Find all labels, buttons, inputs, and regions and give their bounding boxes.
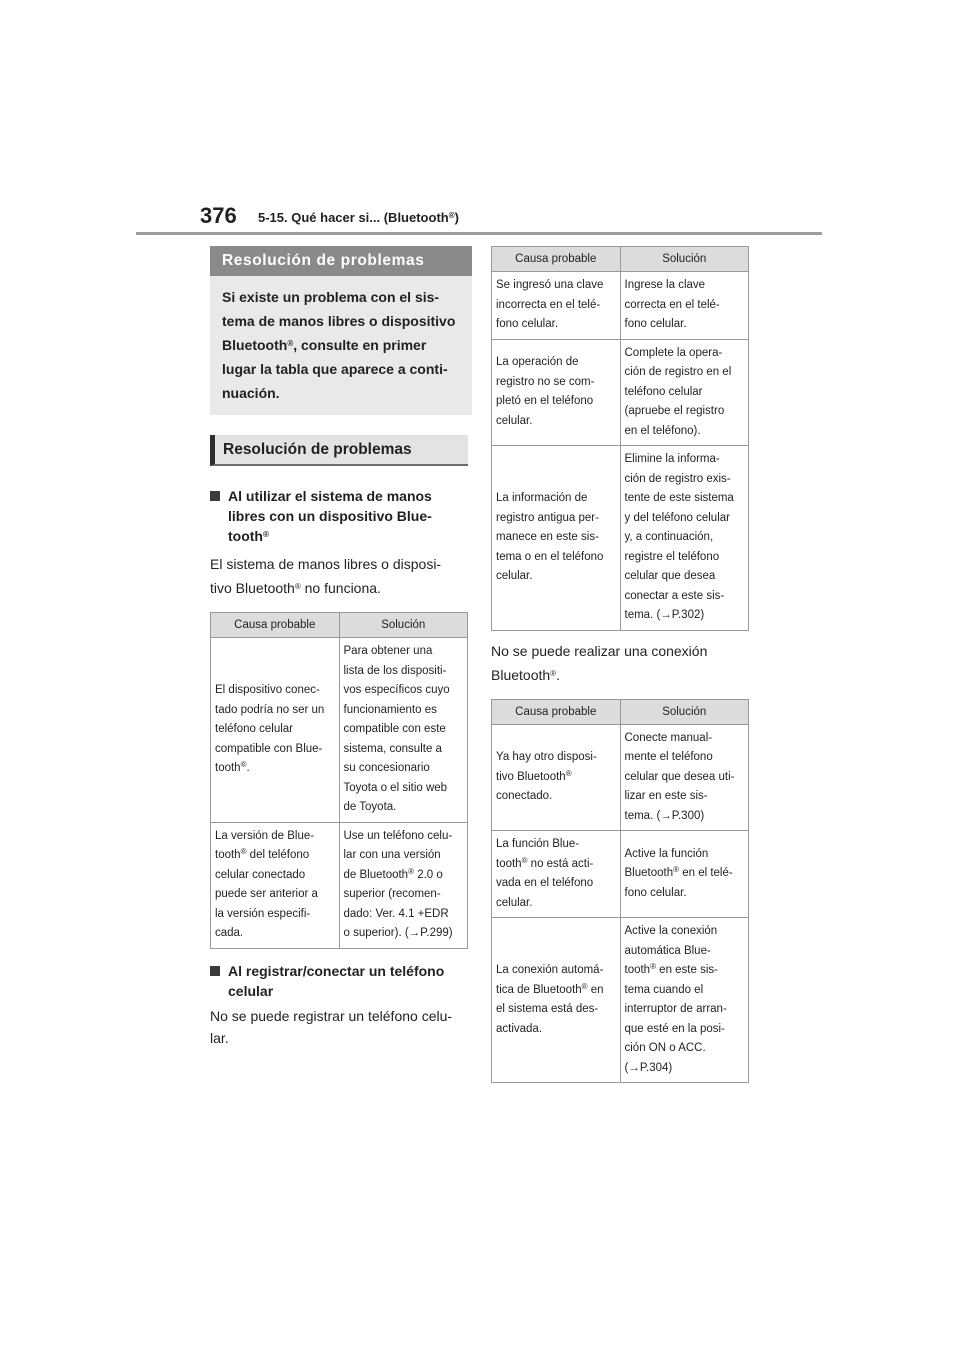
cell-line: fono celular.	[624, 318, 687, 330]
column-header-cause: Causa probable	[492, 699, 621, 724]
intro-line: Bluetooth®, consulte en primer	[222, 337, 427, 353]
header-rule	[136, 232, 822, 235]
cell-line: Active la conexión	[624, 925, 718, 937]
cell-line: ción de registro en el	[624, 366, 732, 378]
table-connect	[491, 699, 749, 1084]
solution-cell	[620, 446, 749, 631]
cause-cell	[492, 446, 621, 631]
cell-line: La operación de	[496, 356, 579, 369]
body-line: No se puede registrar un teléfono celu-	[210, 1007, 453, 1024]
cell-line: La función Blue-	[496, 838, 580, 850]
square-bullet-icon	[210, 491, 220, 501]
cell-line: celular.	[496, 414, 533, 427]
right-column	[491, 246, 749, 1083]
intro-line: nuación.	[222, 385, 280, 401]
heading-line: Al registrar/conectar un teléfono	[228, 962, 445, 979]
cell-line: o superior). (→P.299)	[343, 927, 453, 939]
left-column	[210, 246, 472, 1049]
cell-line: fono celular.	[496, 318, 559, 330]
cell-line: compatible con este	[343, 723, 446, 735]
cell-line: teléfono celular	[624, 385, 703, 398]
cell-line: manece en este sis-	[496, 531, 599, 543]
cell-line: celular.	[496, 896, 533, 909]
table-register	[491, 246, 749, 631]
cell-line: interruptor de arran-	[624, 1003, 727, 1015]
cause-cell	[492, 724, 621, 831]
cell-line: teléfono celular	[215, 723, 293, 735]
cell-line: Complete la opera-	[624, 346, 723, 359]
cell-line: la versión especifi-	[215, 907, 311, 920]
cell-line: cada.	[215, 927, 244, 939]
cell-line: (→P.304)	[624, 1061, 673, 1074]
table-row	[492, 918, 749, 1083]
cause-cell	[492, 272, 621, 340]
cell-line: y del teléfono celular	[624, 511, 730, 524]
cell-line: registre el teléfono	[624, 550, 720, 563]
cell-line: registro no se com-	[496, 375, 595, 388]
table-row	[492, 831, 749, 918]
column-header-solution: Solución	[620, 699, 749, 724]
body-line: lar.	[210, 1029, 229, 1046]
solution-cell	[620, 831, 749, 918]
table-header-row	[492, 247, 749, 272]
cell-line: correcta en el telé-	[624, 298, 720, 311]
cell-line: lista de los dispositi-	[343, 664, 447, 677]
body-line: Bluetooth®.	[491, 666, 560, 683]
table-row	[492, 724, 749, 831]
intro-line: Si existe un problema con el sis-	[222, 289, 440, 305]
heading-line: celular	[228, 982, 274, 999]
solution-cell	[620, 918, 749, 1083]
cell-line: registro antigua per-	[496, 511, 599, 524]
cell-line: ción de registro exis-	[624, 472, 731, 485]
cell-line: vos específicos cuyo	[343, 684, 450, 696]
section-title-end: )	[454, 210, 459, 225]
cell-line: tema. (→P.302)	[624, 609, 705, 621]
cell-line: que esté en la posi-	[624, 1022, 725, 1035]
bullet-heading-register	[210, 961, 472, 1001]
column-header-cause: Causa probable	[211, 613, 340, 638]
cell-line: automática Blue-	[624, 944, 711, 957]
cell-line: superior (recomen-	[343, 888, 441, 900]
cell-line: La conexión automá-	[496, 964, 604, 976]
cell-line: Use un teléfono celu-	[343, 829, 453, 842]
cell-line: fono celular.	[624, 886, 687, 899]
body-line: tivo Bluetooth® no funciona.	[210, 580, 381, 596]
body-connect	[491, 639, 749, 687]
table-row	[492, 272, 749, 340]
cell-line: tema cuando el	[624, 983, 704, 996]
cell-line: tema. (→P.300)	[624, 809, 705, 822]
cause-cell	[492, 339, 621, 446]
body-line: No se puede realizar una conexión	[491, 642, 708, 659]
cell-line: Ya hay otro disposi-	[496, 751, 597, 763]
table-row	[492, 339, 749, 446]
cell-line: Conecte manual-	[624, 731, 713, 744]
table-row	[211, 638, 468, 823]
section-title	[258, 209, 459, 227]
cell-line: celular.	[496, 570, 533, 582]
cell-line: tente de este sistema	[624, 492, 734, 504]
cell-line: funcionamiento es	[343, 703, 437, 716]
intro-box	[210, 276, 472, 415]
cell-line: sistema, consulte a	[343, 742, 442, 755]
bullet-heading-handsfree	[210, 486, 472, 546]
cell-line: incorrecta en el telé-	[496, 298, 601, 311]
cell-line: celular que desea	[624, 570, 716, 582]
cell-line: Active la función	[624, 847, 709, 860]
cause-cell	[211, 638, 340, 823]
cell-line: pletó en el teléfono	[496, 395, 594, 408]
intro-line: tema de manos libres o dispositivo	[222, 313, 456, 329]
cause-cell	[492, 918, 621, 1083]
cell-line: su concesionario	[343, 762, 430, 774]
heading-line: Al utilizar el sistema de manos	[228, 488, 432, 504]
cell-line: en el teléfono).	[624, 424, 701, 437]
solution-cell	[620, 339, 749, 446]
table-row	[492, 446, 749, 631]
cell-line: La versión de Blue-	[215, 829, 315, 842]
cell-line: conectado.	[496, 790, 553, 802]
body-handsfree	[210, 552, 472, 600]
cell-line: celular conectado	[215, 868, 306, 881]
solution-cell	[339, 822, 468, 948]
cell-line: Se ingresó una clave	[496, 279, 604, 291]
cell-line: mente el teléfono	[624, 751, 713, 763]
cell-line: tema o en el teléfono	[496, 550, 604, 563]
cell-line: tica de Bluetooth® en	[496, 981, 604, 996]
cell-line: celular que desea uti-	[624, 770, 735, 783]
cell-line: Para obtener una	[343, 645, 433, 657]
cell-line: y, a continuación,	[624, 531, 714, 543]
solution-cell	[620, 724, 749, 831]
heading-line: tooth®	[228, 528, 269, 544]
cell-line: de Bluetooth® 2.0 o	[343, 866, 443, 881]
table-row	[211, 822, 468, 948]
cell-line: lizar en este sis-	[624, 790, 708, 802]
intro-line: lugar la tabla que aparece a conti-	[222, 361, 448, 377]
body-line: El sistema de manos libres o disposi-	[210, 556, 442, 572]
cell-line: tooth® del teléfono	[215, 847, 310, 861]
heading-line: libres con un dispositivo Blue-	[228, 508, 432, 524]
cell-line: de Toyota.	[343, 801, 397, 813]
cell-line: compatible con Blue-	[215, 742, 323, 755]
cell-line: La información de	[496, 492, 588, 504]
cell-line: tooth® en este sis-	[624, 962, 718, 976]
cell-line: tado podría no ser un	[215, 703, 325, 716]
cell-line: puede ser anterior a	[215, 888, 318, 900]
registered-mark: ®	[448, 211, 455, 220]
cell-line: (apruebe el registro	[624, 405, 725, 417]
page-number: 376	[200, 203, 237, 228]
page-header	[200, 203, 820, 233]
cell-line: activada.	[496, 1022, 543, 1035]
column-header-solution: Solución	[339, 613, 468, 638]
body-register	[210, 1005, 472, 1049]
troubleshooting-banner: Resolución de problemas	[210, 246, 472, 276]
cell-line: Toyota o el sitio web	[343, 781, 448, 794]
cell-line: tooth®.	[215, 760, 250, 774]
cell-line: el sistema está des-	[496, 1003, 599, 1015]
cell-line: vada en el teléfono	[496, 877, 594, 889]
section-title-text: 5-15. Qué hacer si... (Bluetooth	[258, 210, 449, 225]
column-header-cause: Causa probable	[492, 247, 621, 272]
cause-cell	[211, 822, 340, 948]
cell-line: El dispositivo conec-	[215, 684, 320, 696]
table-header-row	[211, 613, 468, 638]
cell-line: dado: Ver. 4.1 +EDR	[343, 907, 449, 920]
cell-line: tooth® no está acti-	[496, 855, 594, 870]
cell-line: Ingrese la clave	[624, 279, 706, 291]
solution-cell	[620, 272, 749, 340]
solution-cell	[339, 638, 468, 823]
cell-line: lar con una versión	[343, 849, 441, 861]
cell-line: Elimine la informa-	[624, 453, 720, 465]
cell-line: conectar a este sis-	[624, 589, 725, 602]
cell-line: Bluetooth® en el telé-	[624, 865, 733, 880]
cell-line: ción ON o ACC.	[624, 1042, 706, 1054]
cell-line: tivo Bluetooth®	[496, 768, 572, 783]
table-header-row	[492, 699, 749, 724]
troubleshooting-subheading: Resolución de problemas	[210, 435, 468, 466]
column-header-solution: Solución	[620, 247, 749, 272]
table-handsfree	[210, 612, 468, 949]
square-bullet-icon	[210, 966, 220, 976]
cause-cell	[492, 831, 621, 918]
